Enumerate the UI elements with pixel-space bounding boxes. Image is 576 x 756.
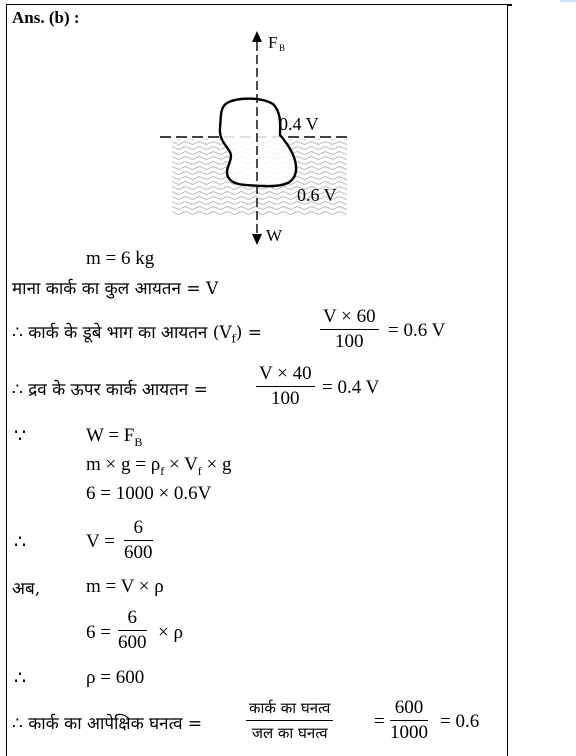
buoyant-force-label: F (268, 33, 278, 52)
therefore-symbol-1: ∴ (14, 532, 27, 553)
buoyant-arrow-head (252, 31, 262, 42)
ab-label: अब, (12, 579, 41, 599)
density-lhs: 6 = (86, 622, 111, 643)
therefore-symbol-2: ∴ (14, 668, 27, 689)
because-symbol: ∵ (14, 426, 27, 447)
relative-density-value-fraction: 600 1000 (390, 697, 428, 744)
weight-arrow-head (252, 234, 262, 245)
equation-density: m = V × ρ (86, 576, 164, 597)
relative-density-result: = 0.6 (440, 711, 480, 732)
weight-label: W (266, 226, 283, 245)
above-fraction: V × 40 100 (256, 363, 315, 410)
assume-line: माना कार्क का कुल आयतन = V (12, 279, 219, 299)
density-fraction: 6 600 (118, 607, 147, 654)
answer-heading: Ans. (b) : (12, 8, 80, 27)
submerged-volume-text: ∴ कार्क के डूबे भाग का आयतन $(V_f)$ = (12, 323, 263, 346)
cork-diagram (0, 0, 576, 250)
mass-line: m = 6 kg (86, 248, 155, 269)
above-volume-label: 0.4 V (279, 114, 319, 134)
submerged-result: = 0.6 V (388, 320, 446, 341)
equation-weight: $W = F_B$ (86, 425, 143, 449)
density-rhs: × ρ (158, 622, 183, 643)
relative-density-text: ∴ कार्क का आपेक्षिक घनत्व = (12, 714, 203, 734)
above-volume-text: ∴ द्रव के ऊपर कार्क आयतन = (12, 380, 208, 400)
volume-lhs: V = (86, 531, 115, 552)
density-result: ρ = 600 (86, 667, 145, 688)
relative-density-equals: = (374, 711, 385, 732)
relative-density-fraction: कार्क का घनत्व जल का घनत्व (246, 697, 333, 744)
equation-buoyancy: $m \times g = \rho_f \times V_f \times g$ (86, 454, 232, 478)
cork-body (220, 99, 296, 187)
buoyant-force-subscript: B (279, 43, 286, 53)
volume-fraction: 6 600 (124, 517, 153, 564)
above-result: = 0.4 V (322, 377, 380, 398)
submerged-fraction: V × 60 100 (320, 306, 379, 353)
equation-substitution: 6 = 1000 × 0.6V (86, 483, 212, 504)
below-volume-label: 0.6 V (297, 185, 337, 205)
